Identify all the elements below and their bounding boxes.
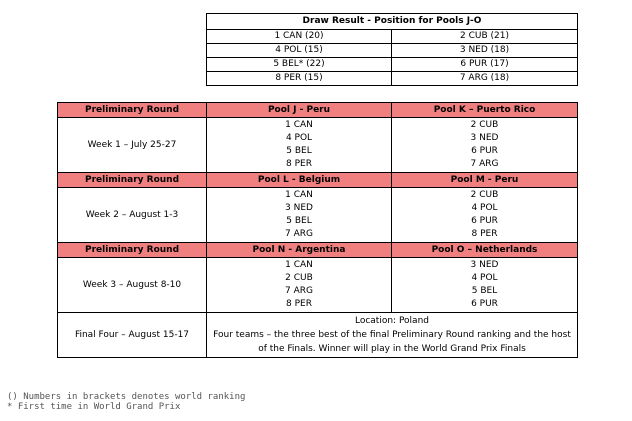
team-list [392, 118, 578, 173]
final-four-line: Location: Poland [354, 316, 429, 326]
team-entry: 4 POL [471, 203, 498, 213]
team-entry: 6 PUR [471, 146, 498, 156]
round-label: Preliminary Round [58, 173, 207, 188]
team-entry: 8 PER [286, 299, 312, 309]
draw-result-title: Draw Result - Position for Pools J-O [207, 14, 578, 30]
draw-cell: 2 CUB (21) [392, 30, 578, 44]
week-label: Week 2 – August 1-3 [58, 188, 207, 243]
week-label: Week 1 – July 25-27 [58, 118, 207, 173]
team-entry: 5 BEL [471, 286, 498, 296]
round-header-row [58, 173, 578, 188]
team-entry: 8 PER [286, 159, 312, 169]
team-entry: 3 NED [470, 133, 499, 143]
team-list [207, 118, 392, 173]
table-row [58, 188, 578, 243]
footnotes [7, 392, 245, 412]
team-entry: 3 NED [470, 260, 499, 270]
team-entry: 7 ARG [285, 229, 313, 239]
pool-header: Pool N - Argentina [207, 243, 392, 258]
team-entry: 2 CUB [470, 120, 499, 130]
team-list [207, 258, 392, 313]
table-row [58, 258, 578, 313]
draw-cell: 7 ARG (18) [392, 72, 578, 86]
table-row [207, 58, 578, 72]
round-label: Preliminary Round [58, 243, 207, 258]
footnote: () Numbers in brackets denotes world ranking [7, 392, 246, 402]
draw-result-table [206, 13, 578, 86]
draw-cell: 4 POL (15) [207, 44, 392, 58]
draw-cell: 1 CAN (20) [207, 30, 392, 44]
pool-header: Pool M - Peru [392, 173, 578, 188]
draw-cell: 8 PER (15) [207, 72, 392, 86]
team-entry: 5 BEL [286, 146, 312, 156]
table-row [207, 30, 578, 44]
final-four-line: of the Finals. Winner will play in the World Grand Prix Finals [258, 344, 526, 354]
table-row [58, 118, 578, 173]
team-entry: 1 CAN [285, 260, 313, 270]
team-list [207, 188, 392, 243]
draw-cell: 6 PUR (17) [392, 58, 578, 72]
footnote: * First time in World Grand Prix [7, 402, 181, 412]
pool-header: Pool K – Puerto Rico [392, 103, 578, 118]
team-entry: 6 PUR [471, 216, 498, 226]
draw-cell: 3 NED (18) [392, 44, 578, 58]
team-entry: 2 CUB [285, 273, 313, 283]
team-entry: 5 BEL [286, 216, 312, 226]
team-entry: 4 POL [471, 273, 498, 283]
team-entry: 1 CAN [285, 190, 313, 200]
pool-header: Pool J - Peru [207, 103, 392, 118]
week-label: Week 3 – August 8-10 [58, 258, 207, 313]
round-header-row [58, 243, 578, 258]
round-header-row [58, 103, 578, 118]
team-entry: 1 CAN [285, 120, 313, 130]
table-row [58, 313, 578, 358]
pool-header: Pool L - Belgium [207, 173, 392, 188]
team-entry: 7 ARG [470, 159, 499, 169]
team-entry: 6 PUR [471, 299, 498, 309]
team-list [392, 258, 578, 313]
draw-cell: 5 BEL* (22) [207, 58, 392, 72]
table-row [207, 44, 578, 58]
final-four-line: Four teams – the three best of the final Preliminary Round ranking and the host [213, 330, 571, 340]
team-entry: 7 ARG [285, 286, 313, 296]
team-entry: 4 POL [285, 133, 313, 143]
team-entry: 2 CUB [470, 190, 499, 200]
final-four-info [207, 313, 578, 358]
team-entry: 8 PER [471, 229, 498, 239]
team-entry: 3 NED [285, 203, 313, 213]
pool-header: Pool O – Netherlands [392, 243, 578, 258]
round-label: Preliminary Round [58, 103, 207, 118]
team-list [392, 188, 578, 243]
schedule-table [57, 102, 578, 358]
table-row [207, 72, 578, 86]
final-four-label: Final Four – August 15-17 [58, 313, 207, 358]
